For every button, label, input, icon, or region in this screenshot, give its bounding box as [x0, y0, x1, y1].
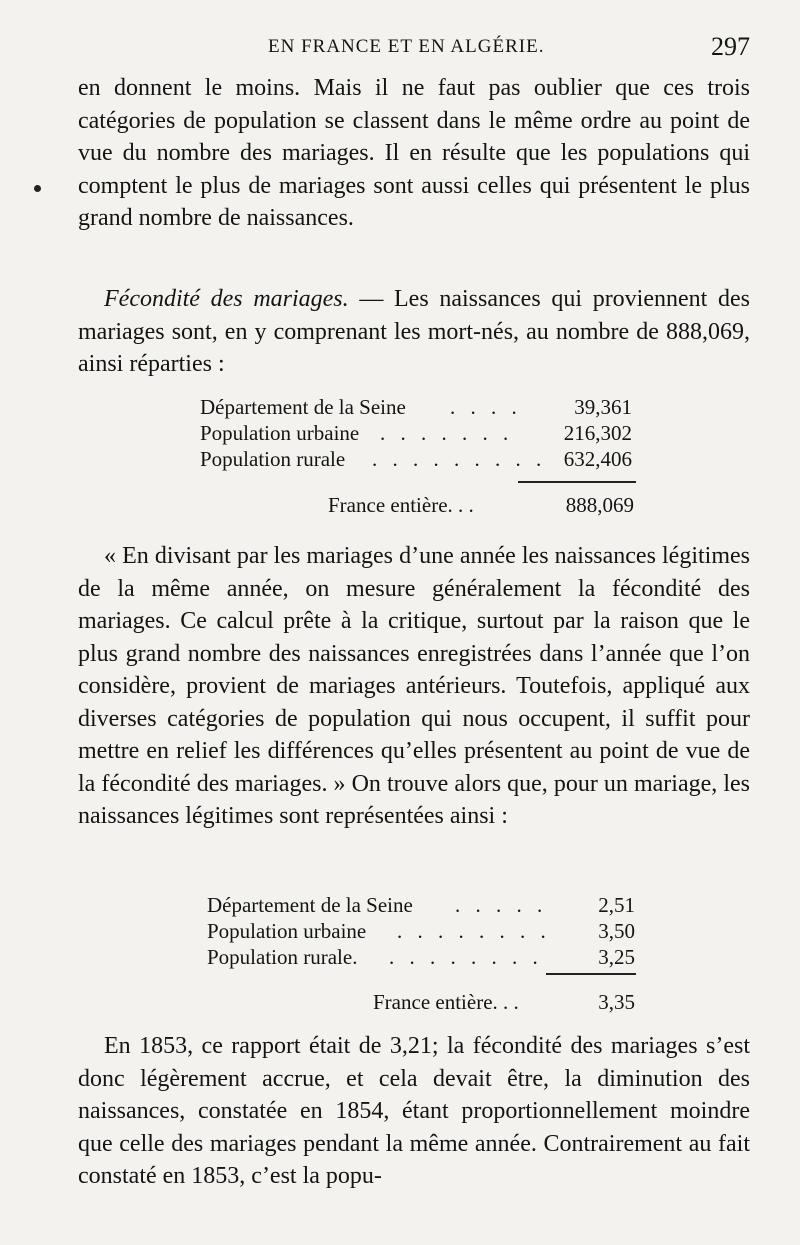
leader-dots: . . . .	[450, 395, 522, 419]
total-label: France entière. . .	[373, 990, 519, 1014]
table-row	[207, 945, 635, 971]
row-label: Population urbaine	[207, 919, 367, 943]
leader-dots: . . . . . . . .	[389, 945, 543, 969]
running-title: EN FRANCE ET EN ALGÉRIE.	[268, 36, 545, 57]
total-value: 888,069	[565, 493, 634, 517]
section-heading-fecondite: Fécondité des mariages.	[104, 286, 349, 312]
row-label: Population rurale	[200, 447, 346, 471]
row-label: Population rurale.	[207, 945, 358, 969]
fertility-table	[207, 893, 635, 971]
table-row	[200, 421, 632, 447]
sum-rule	[518, 481, 636, 483]
table-row	[207, 919, 635, 945]
leader-dots: . . . . . . . .	[397, 919, 551, 943]
row-value: 2,51	[598, 893, 635, 917]
page-number: 297	[711, 32, 750, 61]
row-value: 216,302	[563, 421, 632, 445]
margin-mark	[34, 185, 41, 192]
table-row	[207, 893, 635, 919]
paragraph-2	[78, 283, 750, 381]
paragraph-4: En 1853, ce rapport était de 3,21; la fécondité des mariages s’est donc légèrement accrue, et cela devait être, la diminution des naissances, constatée en 1854, étant proportionnellement moindre que celle des mariages pendant la même année. Contrairement au fait constaté en 1853, c’est la popu-	[78, 1033, 750, 1189]
paragraph-2-text: — Les naissances qui proviennent des mariages sont, en y comprenant les mort-nés, au nombre de 888,069, ainsi réparties :	[78, 286, 750, 377]
page-header	[78, 34, 750, 64]
sum-rule	[546, 973, 636, 975]
row-value: 632,406	[563, 447, 632, 471]
leader-dots: . . . . . . . . .	[372, 447, 547, 471]
table-row	[200, 447, 632, 473]
total-label: France entière. . .	[328, 493, 474, 517]
paragraph-1: en donnent le moins. Mais il ne faut pas oublier que ces trois catégories de population se classent dans le même ordre au point de vue du nombre des mariages. Il en résulte que les populations qui comptent le plus de mariages sont aussi celles qui présentent le plus grand nombre de naissances.	[78, 75, 750, 231]
table-row	[200, 395, 632, 421]
births-table	[200, 395, 632, 473]
paragraph-3: « En divisant par les mariages d’une année les naissances légitimes de la même année, on mesure généralement la fécondité des mariages. Ce calcul prête à la critique, surtout par la raison que le plus grand nombre des naissances enregistrées dans l’année que l’on considère, provient de mariages antérieurs. Toutefois, appliqué aux diverses catégories de population qui nous occupent, il suffit pour mettre en relief les différences qu’elles présentent au point de vue de la fécondité des mariages. » On trouve alors que, pour un mariage, les naissances légitimes sont représentées ainsi :	[78, 543, 750, 829]
total-value: 3,35	[598, 990, 635, 1014]
row-label: Département de la Seine	[207, 893, 413, 917]
row-label: Population urbaine	[200, 421, 360, 445]
leader-dots: . . . . . . .	[380, 421, 514, 445]
row-value: 3,50	[598, 919, 635, 943]
row-value: 39,361	[574, 395, 632, 419]
row-label: Département de la Seine	[200, 395, 406, 419]
row-value: 3,25	[598, 945, 635, 969]
leader-dots: . . . . .	[455, 893, 548, 917]
